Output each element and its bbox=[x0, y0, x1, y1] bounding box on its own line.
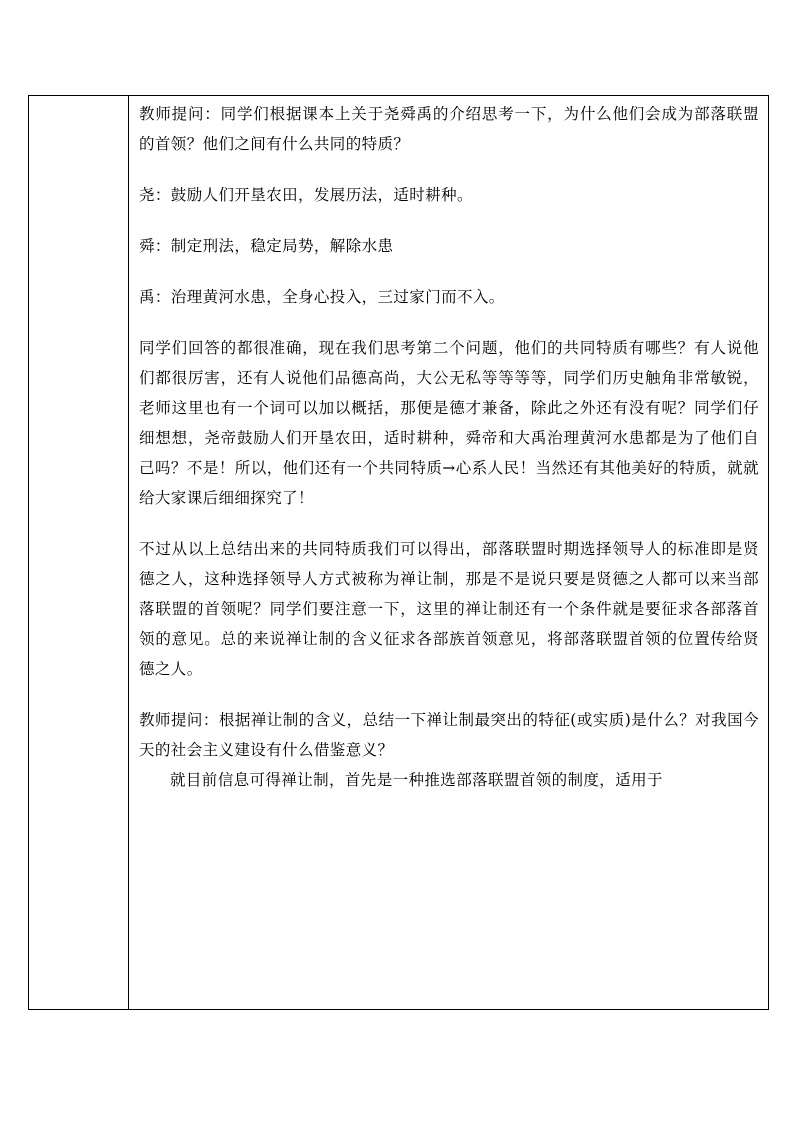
teacher-question-2: 教师提问：根据禅让制的含义，总结一下禅让制最突出的特征(或实质)是什么？对我国今天的社会主义建设有什么借鉴意义？ bbox=[139, 711, 759, 759]
answer-shun: 舜：制定刑法，稳定局势，解除水患 bbox=[139, 237, 394, 255]
answer-yao: 尧：鼓励人们开垦农田，发展历法，适时耕种。 bbox=[139, 186, 473, 204]
abdication-system-paragraph: 不过从以上总结出来的共同特质我们可以得出，部落联盟时期选择领导人的标准即是贤德之人，这种选择领导人方式被称为禅让制，那是不是说只要是贤德之人都可以来当部落联盟的首领呢？同学们要注意一下，这里的禅让制还有一个条件就是要征求各部落首领的意见。总的来说禅让制的含义征求各部族首领意见，将部落联盟首领的位置传给贤德之人。 bbox=[139, 540, 759, 678]
common-traits-paragraph: 同学们回答的都很准确，现在我们思考第二个问题，他们的共同特质有哪些？有人说他们都很厉害，还有人说他们品德高尚，大公无私等等等等，同学们历史触角非常敏锐，老师这里也有一个词可以加以概括，那便是德才兼备，除此之外还有没有呢？同学们仔细想想，尧帝鼓励人们开垦农田，适时耕种，舜帝和大禹治理黄河水患都是为了他们自己吗？不是！所以，他们还有一个共同特质→心系人民！当然还有其他美好的特质，就就给大家课后细细探究了！ bbox=[139, 339, 759, 507]
answer-paragraph: 就目前信息可得禅让制，首先是一种推选部落联盟首领的制度，适用于 bbox=[170, 771, 663, 789]
teacher-question-1: 教师提问：同学们根据课本上关于尧舜禹的介绍思考一下，为什么他们会成为部落联盟的首领？他们之间有什么共同的特质？ bbox=[139, 105, 759, 153]
answer-yu: 禹：治理黄河水患，全身心投入，三过家门而不入。 bbox=[139, 288, 505, 306]
column-divider bbox=[128, 95, 129, 1010]
table-content-cell bbox=[139, 99, 759, 795]
